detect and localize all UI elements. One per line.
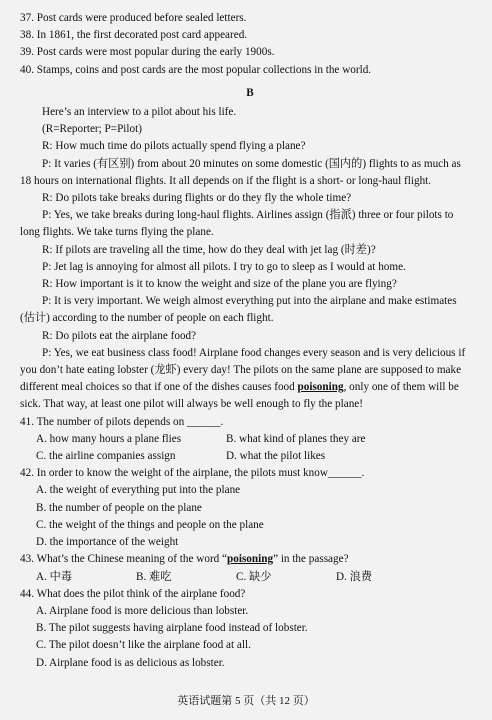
option-42-b[interactable]: B. the number of people on the plane (36, 501, 202, 514)
passage-line: R: Do pilots take breaks during flights or do they fly the whole time? (42, 192, 352, 205)
keyword-poisoning: poisoning (227, 553, 274, 566)
passage-line-poisoning (20, 379, 480, 396)
option-43-d[interactable]: D. 浪费 (336, 570, 373, 583)
option-41-d[interactable]: D. what the pilot likes (226, 450, 326, 463)
passage-line: R: Do pilots eat the airplane food? (42, 329, 197, 342)
question-41-options-row (20, 431, 480, 448)
section-label: B (246, 86, 254, 99)
text-run: 43. What’s the Chinese meaning of the word “ (20, 553, 228, 566)
passage-line: you don’t hate eating lobster (龙虾) every day! The pilots on the same plane are supposed to make (20, 364, 462, 377)
option-43-b[interactable]: B. 难吃 (136, 570, 172, 583)
option-44-c[interactable]: C. The pilot doesn’t like the airplane food at all. (36, 639, 251, 652)
text-run: , only one of them will be (343, 381, 459, 394)
option-44-d[interactable]: D. Airplane food is as delicious as lobster. (36, 656, 225, 669)
passage-line: Here’s an interview to a pilot about his life. (42, 106, 237, 119)
passage-line: long flights. We take turns flying the plane. (20, 226, 214, 239)
passage-line: R: How much time do pilots actually spend flying a plane? (42, 140, 306, 153)
passage-line: (R=Reporter; P=Pilot) (42, 123, 142, 136)
item-39: 39. Post cards were most popular during the early 1900s. (20, 46, 275, 59)
passage-line: P: It varies (有区别) from about 20 minutes on some domestic (国内的) flights to as much as (42, 157, 461, 170)
passage-line: P: Jet lag is annoying for almost all pilots. I try to go to sleep as I would at home. (42, 260, 406, 273)
option-43-a[interactable]: A. 中毒 (36, 570, 73, 583)
question-42-stem: 42. In order to know the weight of the airplane, the pilots must know______. (20, 467, 365, 480)
passage-line: (估计) according to the number of people on each flight. (20, 312, 274, 325)
passage-line: P: Yes, we eat business class food! Airplane food changes every season and is very delicious if (42, 346, 466, 359)
passage-line: 18 hours on international flights. It all depends on if the flight is a short- or long-haul flight. (20, 174, 432, 187)
option-41-b[interactable]: B. what kind of planes they are (226, 432, 366, 445)
keyword-poisoning: poisoning (297, 381, 344, 394)
question-43-options-row (20, 569, 480, 586)
question-44-stem: 44. What does the pilot think of the airplane food? (20, 587, 246, 600)
option-41-c[interactable]: C. the airline companies assign (36, 450, 176, 463)
text-run: ” in the passage? (273, 553, 349, 566)
option-42-d[interactable]: D. the importance of the weight (36, 536, 179, 549)
item-37: 37. Post cards were produced before sealed letters. (20, 12, 247, 24)
item-38: 38. In 1861, the first decorated post card appeared. (20, 29, 248, 42)
question-41-stem: 41. The number of pilots depends on ______. (20, 415, 224, 428)
option-41-a[interactable]: A. how many hours a plane flies (36, 432, 182, 445)
passage-line: P: It is very important. We weigh almost everything put into the airplane and make estimates (42, 295, 457, 308)
question-43-stem (20, 551, 480, 568)
option-44-a[interactable]: A. Airplane food is more delicious than lobster. (36, 604, 249, 617)
question-41-options-row (20, 448, 480, 465)
option-42-a[interactable]: A. the weight of everything put into the plane (36, 484, 241, 497)
option-43-c[interactable]: C. 缺少 (236, 570, 272, 583)
page-footer: 英语试题第 5 页（共 12 页） (177, 694, 315, 707)
passage-line: P: Yes, we take breaks during long-haul flights. Airlines assign (指派) three or four pilots to (42, 209, 454, 222)
passage-line: R: How important is it to know the weight and size of the plane you are flying? (42, 278, 397, 291)
text-run: different meal choices so that if one of the dishes causes food (20, 381, 298, 394)
passage-line: sick. That way, at least one pilot will always be well enough to fly the plane! (20, 398, 363, 411)
item-40: 40. Stamps, coins and post cards are the most popular collections in the world. (20, 63, 372, 76)
option-44-b[interactable]: B. The pilot suggests having airplane food instead of lobster. (36, 622, 308, 635)
passage-line: R: If pilots are traveling all the time, how do they deal with jet lag (时差)? (42, 243, 376, 256)
option-42-c[interactable]: C. the weight of the things and people on the plane (36, 518, 264, 531)
